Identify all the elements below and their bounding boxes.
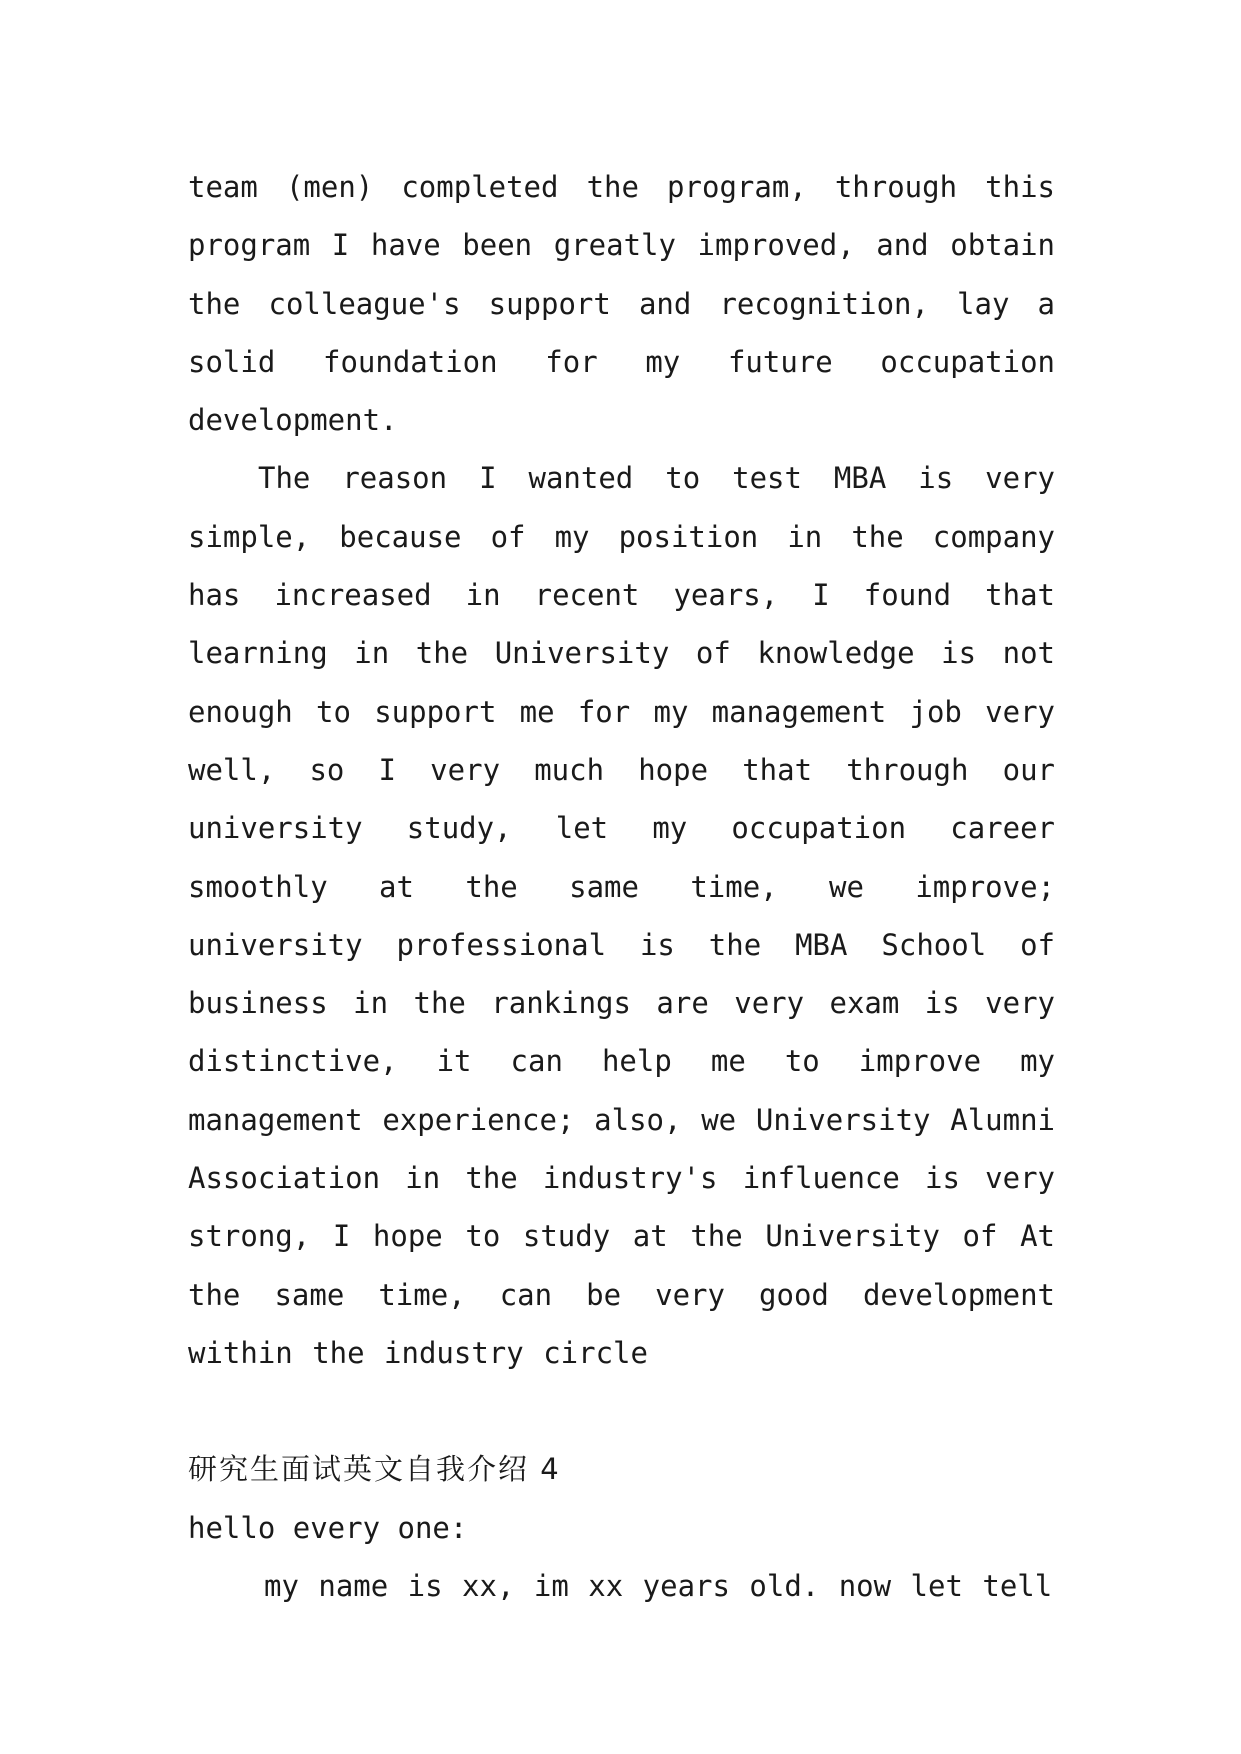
document-body: [188, 158, 1055, 1615]
paragraph-program-completion: team (men) completed the program, through this program I have been greatly improved, and obtain the colleague's support and recognition, lay a solid foundation for my future occupation development.: [188, 170, 1055, 438]
section-heading: 研究生面试英文自我介绍 4: [188, 1452, 561, 1487]
paragraph-mba-reason: The reason I wanted to test MBA is very simple, because of my position in the company has increased in recent years, I found that learning in the University of knowledge is not enough to support me for my management job very well, so I very much hope that through our university study, let my occupation career smoothly at the same time, we improve; university professional is the MBA School of business in the rankings are very exam is very distinctive, it can help me to improve my management experience; also, we University Alumni Association in the industry's influence is very strong, I hope to study at the University of At the same time, can be very good development within the industry circle: [188, 461, 1055, 1370]
paragraph-self-intro: my name is xx, im xx years old. now let tell: [264, 1568, 1053, 1603]
greeting-line: hello every one:: [188, 1510, 468, 1545]
